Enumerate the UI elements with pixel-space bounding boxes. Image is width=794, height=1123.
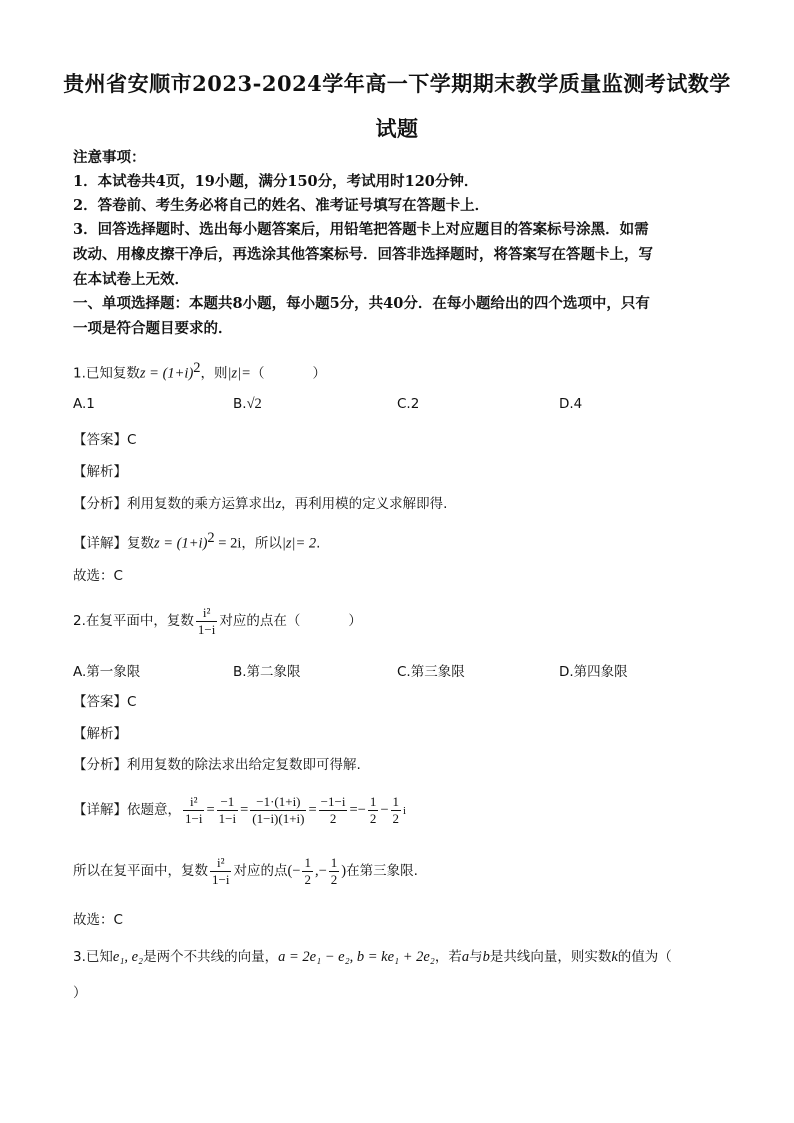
q2-detail-frac-4 (319, 794, 348, 827)
frac-num: −1 (217, 794, 238, 811)
q1-option-b (233, 396, 262, 413)
q2-option-c: C.第三象限 (397, 664, 465, 680)
q3-b: b (482, 949, 490, 965)
q1-option-c: C.2 (397, 396, 420, 412)
q1-mid: ，则 (200, 365, 228, 382)
q1-prefix: 1.已知复数 (73, 365, 140, 382)
q3-vectors: e₁, e₂ (112, 949, 144, 965)
section-heading-line2: 一项是符合题目要求的． (73, 320, 233, 337)
frac-den: 2 (330, 871, 338, 887)
section-heading-line1: 一、单项选择题：本题共8小题，每小题5分，共40分．在每小题给出的四个选项中，只有 (73, 295, 650, 312)
q1-paren-close: ） (312, 365, 326, 382)
question-2 (73, 604, 362, 638)
q2-option-a: A.第一象限 (73, 664, 141, 680)
q3-prefix: 3.已知 (73, 949, 113, 965)
q1-detail-b: ，所以 (241, 535, 282, 552)
q3-mid2: ，若 (434, 949, 462, 965)
q1-detail (73, 528, 320, 554)
q2-fraction-den: 1−i (197, 621, 216, 637)
q1-paren-open: （ (250, 365, 265, 382)
q1-expr: z = (1+i) (139, 365, 194, 382)
note-3-line2: 改动、用橡皮擦干净后，再选涂其他答案标号．回答非选择题时，将答案写在答题卡上，写 (73, 246, 653, 263)
q1-detail-end: . (316, 535, 321, 552)
q3-mid3: 是共线向量，则实数 (489, 949, 612, 965)
frac-num: 1 (304, 854, 311, 870)
imaginary-unit: i (403, 805, 407, 817)
q2-detail-frac-5 (368, 794, 379, 827)
q2-prefix: 2.在复平面中，复数 (73, 613, 194, 629)
q3-end: 的值为（ (617, 949, 672, 965)
frac-den: 2 (369, 810, 377, 826)
q1-fenxi-var: z (275, 496, 282, 512)
q2-line2-a: 所以在复平面中，复数 (73, 863, 208, 879)
frac-den: 2 (304, 871, 311, 887)
q3-mid1: 是两个不共线的向量， (143, 949, 279, 965)
q1-exponent: 2 (193, 360, 201, 376)
q3-k: k (611, 949, 618, 965)
q2-point-y (329, 855, 340, 888)
q2-fenxi: 【分析】利用复数的除法求出给定复数即可得解. (73, 757, 361, 773)
equals-sign: = (240, 802, 249, 818)
frac-num: 1 (369, 793, 377, 809)
q3-paren-close: ） (73, 985, 87, 1001)
q2-detail-label: 【详解】 (73, 802, 127, 818)
frac-num: −1−i (320, 793, 346, 809)
q2-answer: 【答案】C (73, 694, 137, 710)
q2-fraction (196, 605, 217, 638)
frac-den: 1−i (218, 810, 237, 826)
q1-detail-label: 【详解】 (73, 535, 127, 552)
equals-sign: = (308, 802, 317, 818)
q1-detail-rest: = 2i (214, 535, 242, 552)
minus-sign: − (380, 802, 389, 818)
doc-title-line2: 试题 (375, 116, 419, 141)
q1-fenxi-b: ，再利用模的定义求解即得. (281, 496, 448, 512)
point-mid: ,− (314, 863, 327, 879)
q1-option-d: D.4 (559, 396, 583, 412)
q1-answer: 【答案】C (73, 432, 137, 448)
frac-den: 2 (392, 810, 400, 826)
q2-suffix: 对应的点在（ (219, 613, 301, 629)
q1-fenxi (73, 494, 447, 514)
note-3-line1: 3．回答选择题时、选出每小题答案后，用铅笔把答题卡上对应题目的答案标号涂黑．如需 (73, 221, 649, 238)
q2-paren-close: ） (348, 613, 362, 629)
note-3-line3: 在本试卷上无效． (73, 271, 189, 288)
frac-num: 1 (330, 854, 338, 870)
point-open: (− (287, 863, 301, 879)
notes-heading: 注意事项： (73, 149, 146, 166)
equals-sign: = (349, 802, 358, 818)
q1-abs: |z|= (227, 365, 251, 382)
frac-num: −1·(1+i) (250, 794, 306, 811)
q2-detail-frac-2 (217, 794, 238, 827)
q1-detail-abs: |z|= 2 (281, 535, 317, 552)
frac-num: i² (183, 794, 204, 811)
q1-detail-expr: z = (1+i) (154, 535, 208, 552)
frac-num: 1 (392, 793, 400, 809)
q1-option-a: A.1 (73, 396, 95, 412)
q2-detail-frac-6 (391, 794, 402, 827)
q2-choose: 故选：C (73, 912, 123, 928)
q1-detail-a: 复数 (127, 535, 154, 552)
frac-num: i² (210, 855, 231, 872)
q1-choose: 故选：C (73, 568, 123, 584)
note-2: 2．答卷前、考生务必将自己的姓名、准考证号填写在答题卡上． (73, 197, 490, 214)
note-1: 1．本试卷共4页，19小题，满分150分，考试用时120分钟． (73, 173, 479, 190)
q1-fenxi-label: 【分析】 (73, 496, 127, 512)
equals-sign: = (206, 802, 215, 818)
frac-den: 2 (329, 810, 337, 826)
q2-line2-b: 对应的点 (233, 863, 288, 879)
q2-detail-frac-1 (183, 794, 204, 827)
q2-line2-c: 在第三象限. (346, 863, 418, 879)
q2-detail-conclusion (73, 853, 418, 889)
doc-title-line1: 贵州省安顺市2023-2024学年高一下学期期末教学质量监测考试数学 (63, 71, 731, 96)
q2-option-b: B.第二象限 (233, 664, 301, 680)
q1-option-b-label: B. (233, 396, 247, 412)
point-close: ) (341, 863, 347, 879)
q3-a: a (461, 949, 470, 965)
q2-option-d: D.第四象限 (559, 664, 628, 680)
question-1 (73, 358, 326, 384)
q1-analysis-label: 【解析】 (73, 464, 127, 480)
q1-option-b-value: √2 (246, 396, 262, 412)
q1-detail-exponent: 2 (207, 530, 215, 546)
frac-den: 1−i (185, 810, 203, 826)
q2-detail (73, 792, 406, 829)
q2-point-x (302, 855, 313, 888)
q3-expr: a = 2e₁ − e₂, b = ke₁ + 2e₂ (278, 949, 435, 965)
question-3 (73, 947, 672, 967)
q2-fraction-num: i² (196, 605, 217, 622)
minus-sign: − (357, 802, 366, 818)
frac-den: (1−i)(1+i) (252, 810, 305, 826)
q3-yu: 与 (469, 949, 483, 965)
q2-analysis-label: 【解析】 (73, 726, 127, 742)
q2-detail-frac-3 (250, 794, 306, 827)
q2-detail-a: 依题意， (127, 802, 181, 818)
q2-line2-frac (210, 855, 231, 888)
frac-den: 1−i (212, 871, 230, 887)
q1-fenxi-a: 利用复数的乘方运算求出 (127, 496, 276, 512)
